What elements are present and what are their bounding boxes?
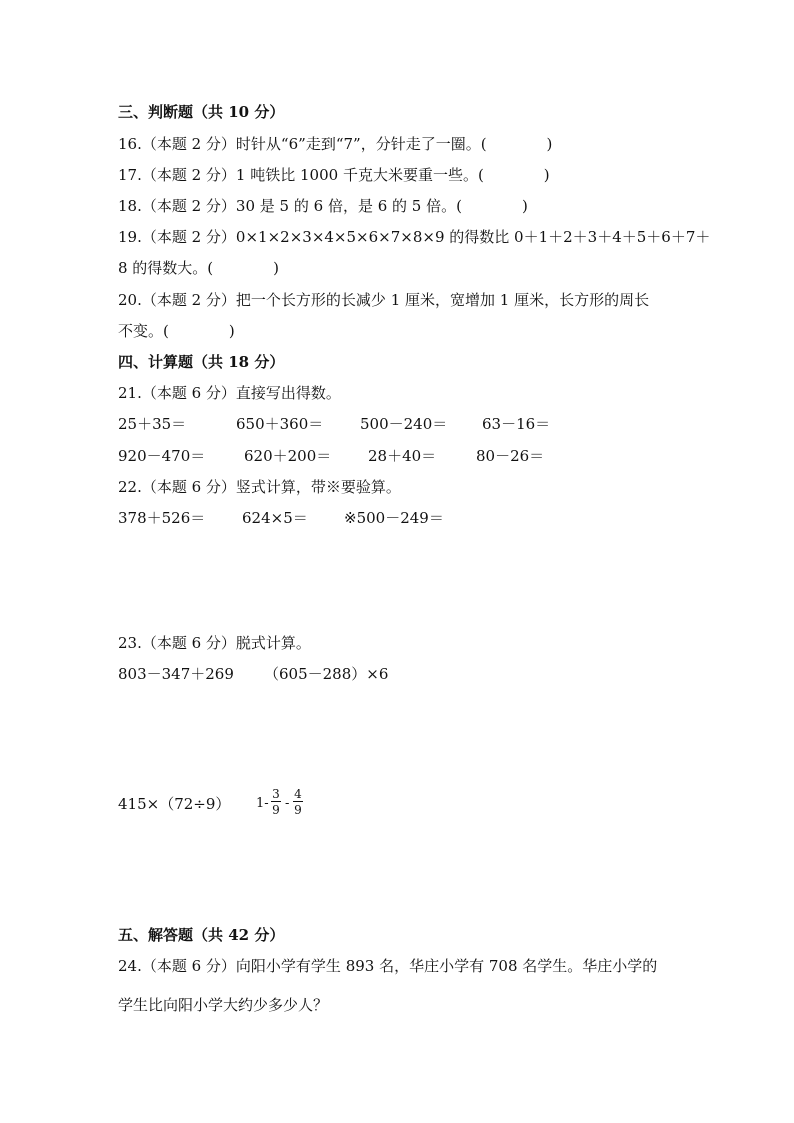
- fraction-denominator: 9: [272, 803, 280, 817]
- question-19-line2: 8 的得数大。( ): [118, 259, 280, 277]
- q22-item: 378＋526＝: [118, 509, 206, 527]
- q21-item: 620＋200＝: [244, 447, 332, 465]
- q21-item: 63－16＝: [482, 415, 551, 433]
- question-23: 23.（本题 6 分）脱式计算。: [118, 634, 311, 652]
- question-16: 16.（本题 2 分）时针从“6”走到“7”，分针走了一圈。( ): [118, 135, 553, 153]
- question-24-line1: 24.（本题 6 分）向阳小学有学生 893 名，华庄小学有 708 名学生。华庄小学的: [118, 957, 658, 975]
- q23-item: 803－347＋269: [118, 665, 234, 683]
- fraction-numerator: 3: [272, 787, 280, 801]
- fraction-numerator: 4: [294, 787, 302, 801]
- q23-item: 415×（72÷9）: [118, 795, 231, 813]
- question-20-line2: 不变。( ): [118, 322, 235, 340]
- question-20-line1: 20.（本题 2 分）把一个长方形的长减少 1 厘米，宽增加 1 厘米，长方形的周长: [118, 291, 650, 309]
- q22-item: 624×5＝: [242, 509, 308, 527]
- fraction-denominator: 9: [294, 803, 302, 817]
- fraction-bar: [293, 801, 303, 802]
- question-18: 18.（本题 2 分）30 是 5 的 6 倍，是 6 的 5 倍。( ): [118, 197, 528, 215]
- question-21: 21.（本题 6 分）直接写出得数。: [118, 384, 341, 402]
- q21-item: 25＋35＝: [118, 415, 187, 433]
- fraction-bar: [271, 801, 281, 802]
- section-heading-word-problems: 五、解答题（共 42 分）: [118, 926, 285, 944]
- q23-item: （605－288）×6: [264, 665, 389, 683]
- question-17: 17.（本题 2 分）1 吨铁比 1000 千克大米要重一些。( ): [118, 166, 550, 184]
- q21-item: 920－470＝: [118, 447, 206, 465]
- section-heading-judgment: 三、判断题（共 10 分）: [118, 103, 285, 121]
- section-heading-calculation: 四、计算题（共 18 分）: [118, 353, 285, 371]
- q21-item: 500－240＝: [360, 415, 448, 433]
- q21-item: 80－26＝: [476, 447, 545, 465]
- fraction-lead: 1-: [256, 796, 269, 811]
- question-24-line2: 学生比向阳小学大约少多少人？: [118, 996, 329, 1014]
- q21-item: 28＋40＝: [368, 447, 437, 465]
- q21-item: 650＋360＝: [236, 415, 324, 433]
- fraction-minus: -: [285, 796, 290, 811]
- question-22: 22.（本题 6 分）竖式计算，带※要验算。: [118, 478, 401, 496]
- q22-item: ※500－249＝: [344, 509, 444, 527]
- question-19-line1: 19.（本题 2 分）0×1×2×3×4×5×6×7×8×9 的得数比 0＋1＋2＋3＋4＋5＋6＋7＋: [118, 228, 711, 246]
